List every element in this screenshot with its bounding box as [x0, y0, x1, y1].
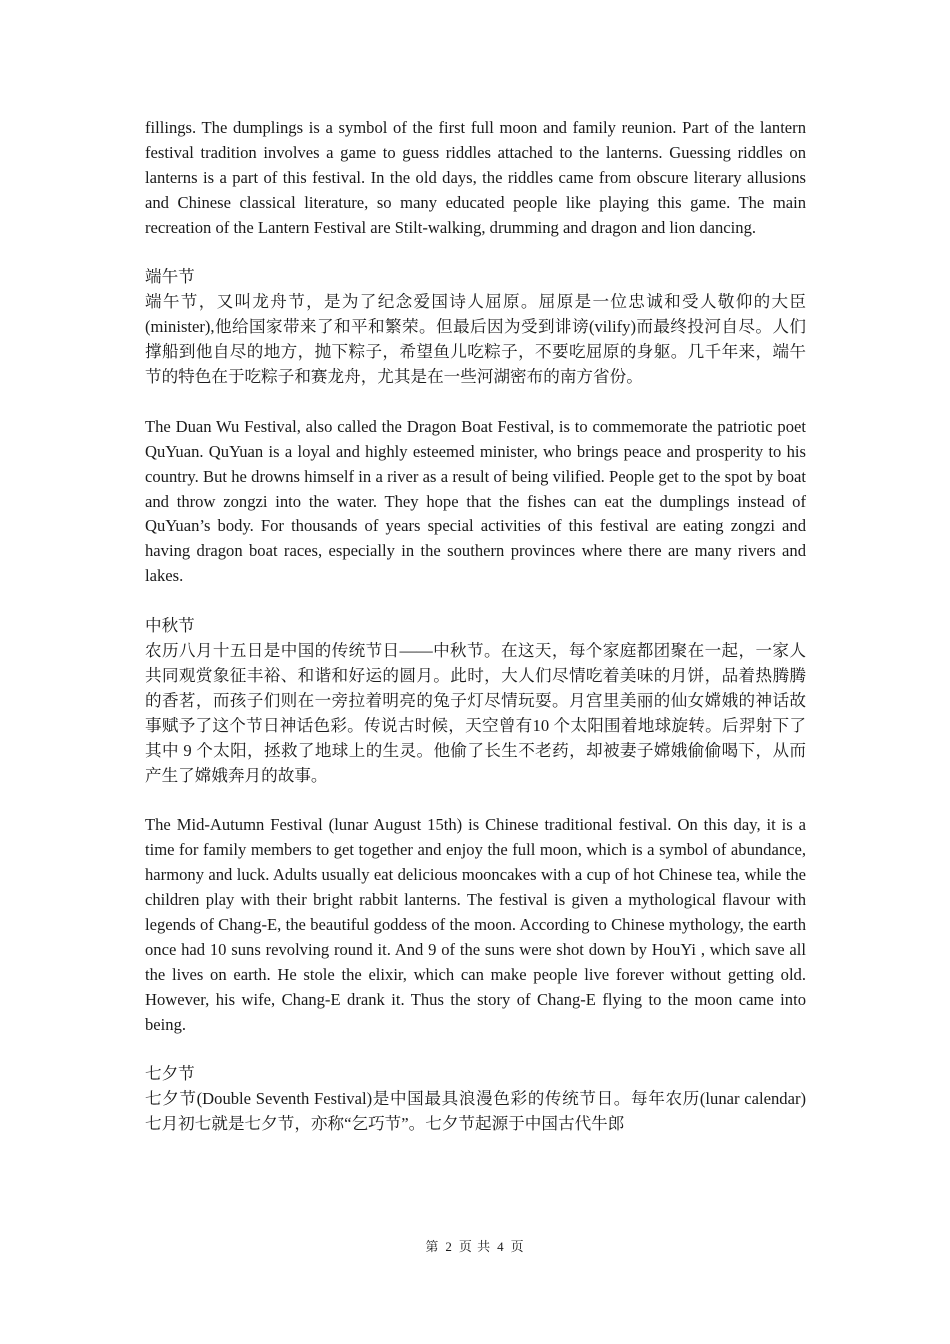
duanwu-english-paragraph: The Duan Wu Festival, also called the Dragon Boat Festival, is to commemorate the patriotic poet QuYuan. QuYuan is a loyal and highly esteemed minister, who brings peace and prosperity to his country. But he drowns himself in a river as a result of being vilified. People get to the spot by boat and throw zongzi into the water. They hope that the fishes can eat the dumplings instead of QuYuan’s body. For thousands of years special activities of this festival are eating zongzi and having dragon boat races, especially in the southern provinces where there are many rivers and lakes.: [145, 416, 806, 586]
footer-label-mid: 页 共: [458, 1239, 492, 1254]
midautumn-english-paragraph: The Mid-Autumn Festival (lunar August 15th) is Chinese traditional festival. On this day, it is a time for family members to get together and enjoy the full moon, which is a symbol of abundance, harmony and luck. Adults usually eat delicious mooncakes with a cup of hot Chinese tea, while the children play with their bright rabbit lanterns. The festival is given a mythological flavour with legends of Chang-E, the beautiful goddess of the moon. According to Chinese mythology, the earth once had 10 suns revolving round it. And 9 of the suns were shot down by HouYi , which save all the lives on earth. He stole the elixir, which can make people live forever without getting old. However, his wife, Chang-E drank it. Thus the story of Chang-E flying to the moon came into being.: [145, 815, 806, 1034]
footer-page-number: 2: [445, 1239, 453, 1254]
lantern-festival-english-continued: fillings. The dumplings is a symbol of the first full moon and family reunion. Part of the lantern festival tradition involves a game to guess riddles attached to the lanterns. Guessing riddles on lanterns is a part of this festival. In the old days, the riddles came from obscure literary allusions and Chinese classical literature, so many educated people like playing this game. The main recreation of the Lantern Festival are Stilt-walking, drumming and dragon and lion dancing.: [145, 118, 806, 237]
footer-total-pages: 4: [497, 1239, 505, 1254]
document-page: [145, 116, 806, 1137]
midautumn-heading: 中秋节: [145, 616, 195, 636]
page-footer: [0, 1236, 950, 1255]
footer-label-post: 页: [510, 1239, 525, 1254]
midautumn-chinese-paragraph: 农历八月十五日是中国的传统节日——中秋节。在这天，每个家庭都团聚在一起，一家人共同观赏象征丰裕、和谐和好运的圆月。此时，大人们尽情吃着美味的月饼，品着热腾腾的香茗，而孩子们则在一旁拉着明亮的兔子灯尽情玩耍。月宫里美丽的仙女嫦娥的神话故事赋予了这个节日神话色彩。传说古时候，天空曾有10 个太阳围着地球旋转。后羿射下了其中 9 个太阳，拯救了地球上的生灵。他偷了长生不老药，却被妻子嫦娥偷偷喝下，从而产生了嫦娥奔月的故事。: [145, 640, 806, 785]
footer-label-pre: 第: [425, 1239, 440, 1254]
duanwu-heading: 端午节: [145, 267, 195, 287]
duanwu-chinese-paragraph: 端午节，又叫龙舟节，是为了纪念爱国诗人屈原。屈原是一位忠诚和受人敬仰的大臣(minister),他给国家带来了和平和繁荣。但最后因为受到诽谤(vilify)而最终投河自尽。人们撑船到他自尽的地方，抛下粽子，希望鱼儿吃粽子，不要吃屈原的身躯。几千年来，端午节的特色在于吃粽子和赛龙舟，尤其是在一些河湖密布的南方省份。: [145, 292, 806, 387]
qixi-chinese-paragraph: 七夕节(Double Seventh Festival)是中国最具浪漫色彩的传统节日。每年农历(lunar calendar)七月初七就是七夕节，亦称“乞巧节”。七夕节起源于中国古代牛郎: [145, 1089, 806, 1134]
qixi-heading: 七夕节: [145, 1064, 195, 1084]
